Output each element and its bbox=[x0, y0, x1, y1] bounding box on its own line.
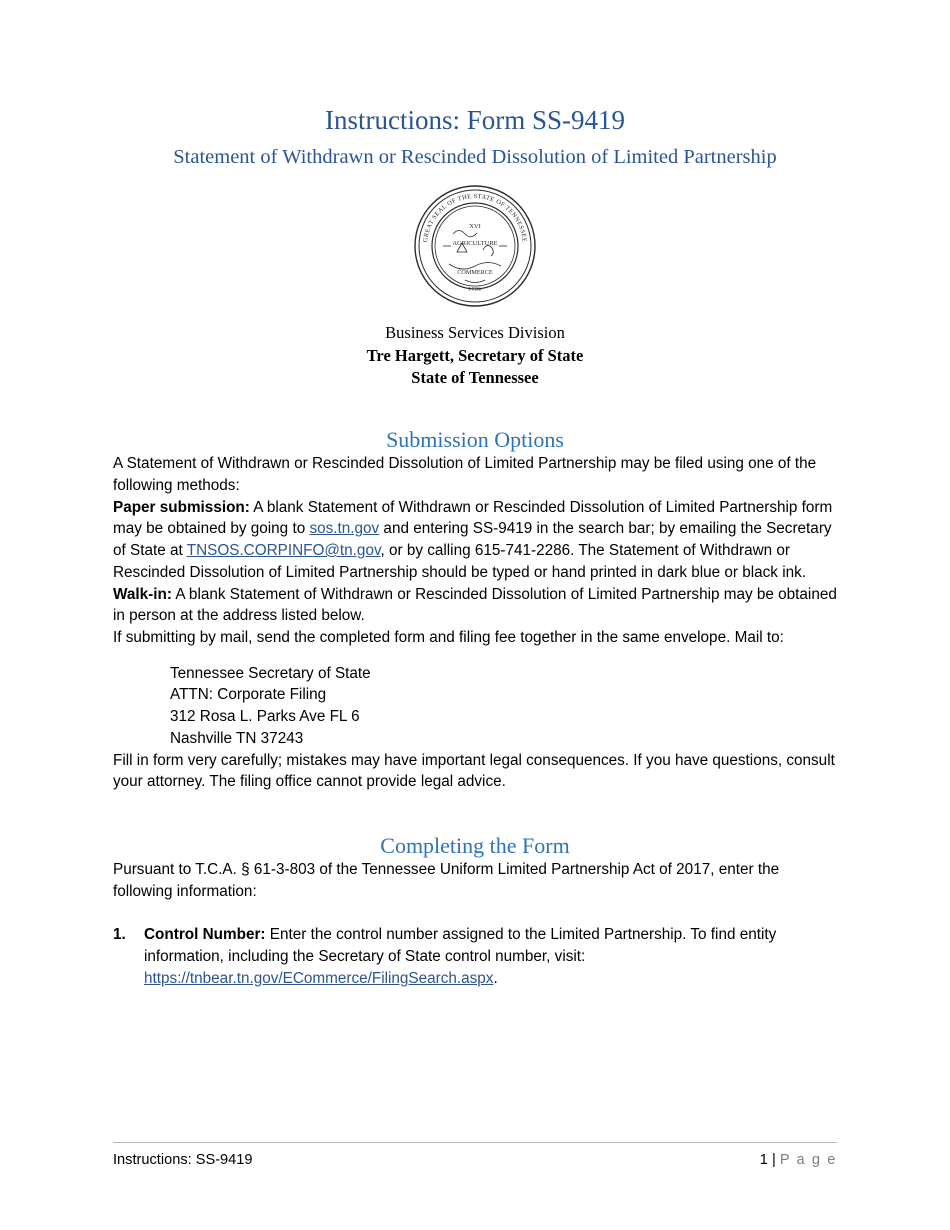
submission-intro: A Statement of Withdrawn or Rescinded Dissolution of Limited Partnership may be filed using one of the following methods: bbox=[113, 455, 817, 494]
paper-submission-label: Paper submission: bbox=[113, 498, 250, 516]
svg-text:1796: 1796 bbox=[467, 286, 483, 294]
pursuant-paragraph: Pursuant to T.C.A. § 61-3-803 of the Tennessee Uniform Limited Partnership Act of 2017, enter the following information: bbox=[113, 860, 780, 900]
seal-container bbox=[113, 184, 837, 308]
address-line-2: ATTN: Corporate Filing bbox=[170, 686, 327, 704]
item-number: 1. bbox=[113, 926, 126, 944]
footer-divider bbox=[113, 1142, 837, 1143]
corpinfo-email-link[interactable]: TNSOS.CORPINFO@tn.gov bbox=[186, 542, 381, 560]
svg-text:XVI: XVI bbox=[469, 223, 481, 231]
title-block bbox=[113, 0, 837, 170]
mailing-address bbox=[170, 663, 837, 750]
page-subtitle: Statement of Withdrawn or Rescinded Dissolution of Limited Partnership bbox=[173, 145, 777, 168]
tennessee-state-seal-icon bbox=[413, 184, 537, 308]
walkin-text: A blank Statement of Withdrawn or Rescinded Dissolution of Limited Partnership may be obtained in person at the address listed below. bbox=[113, 585, 837, 625]
agency-state: State of Tennessee bbox=[411, 367, 539, 387]
page-footer bbox=[113, 1142, 837, 1168]
svg-text:GREAT SEAL OF THE STATE OF TEN: GREAT SEAL OF THE STATE OF TENNESSEE bbox=[422, 193, 528, 244]
section-heading-completing: Completing the Form bbox=[380, 832, 570, 858]
mail-note: If submitting by mail, send the completed form and filing fee together in the same envelope. Mail to: bbox=[113, 628, 784, 646]
page-title: Instructions: Form SS-9419 bbox=[324, 105, 626, 135]
control-number-text-2: . bbox=[493, 969, 498, 987]
legal-disclaimer: Fill in form very carefully; mistakes may have important legal consequences. If you have questions, consult your attorney. The filing office cannot provide legal advice. bbox=[113, 751, 835, 791]
sos-website-link[interactable]: sos.tn.gov bbox=[309, 520, 380, 538]
instruction-list bbox=[113, 924, 837, 989]
list-item bbox=[113, 924, 837, 989]
footer-page-indicator bbox=[760, 1152, 837, 1168]
address-line-1: Tennessee Secretary of State bbox=[170, 664, 371, 682]
footer-left-text: Instructions: SS-9419 bbox=[113, 1152, 253, 1168]
svg-text:AGRICULTURE: AGRICULTURE bbox=[452, 240, 498, 248]
control-number-text-1: Enter the control number assigned to the Limited Partnership. To find entity information, including the Secretary of State control number, visit: bbox=[144, 926, 777, 966]
address-line-4: Nashville TN 37243 bbox=[170, 729, 304, 747]
control-number-label: Control Number: bbox=[144, 926, 266, 944]
agency-official: Tre Hargett, Secretary of State bbox=[366, 345, 584, 365]
paper-submission-paragraph bbox=[113, 497, 837, 584]
paper-submission-text-3: , or by calling 615-741-2286. The Statement of Withdrawn or Rescinded Dissolution of Limited Partnership should be typed or hand printed in dark blue or black ink. bbox=[113, 542, 807, 581]
filing-search-link[interactable]: https://tnbear.tn.gov/ECommerce/FilingSearch.aspx bbox=[144, 969, 494, 987]
address-line-3: 312 Rosa L. Parks Ave FL 6 bbox=[170, 708, 360, 726]
agency-division: Business Services Division bbox=[385, 323, 565, 343]
footer-page-number: 1 | bbox=[759, 1152, 780, 1168]
agency-block bbox=[113, 322, 837, 389]
walkin-paragraph bbox=[113, 584, 837, 627]
walkin-label: Walk-in: bbox=[113, 585, 172, 603]
footer-page-word: P a g e bbox=[779, 1152, 837, 1168]
svg-text:COMMERCE: COMMERCE bbox=[457, 269, 493, 277]
paper-submission-text-2: and entering SS-9419 in the search bar; by emailing the Secretary of State at bbox=[113, 520, 832, 560]
paper-submission-text-1: A blank Statement of Withdrawn or Rescinded Dissolution of Limited Partnership form may be obtained by going to bbox=[113, 498, 833, 538]
section-heading-submission: Submission Options bbox=[386, 427, 564, 453]
